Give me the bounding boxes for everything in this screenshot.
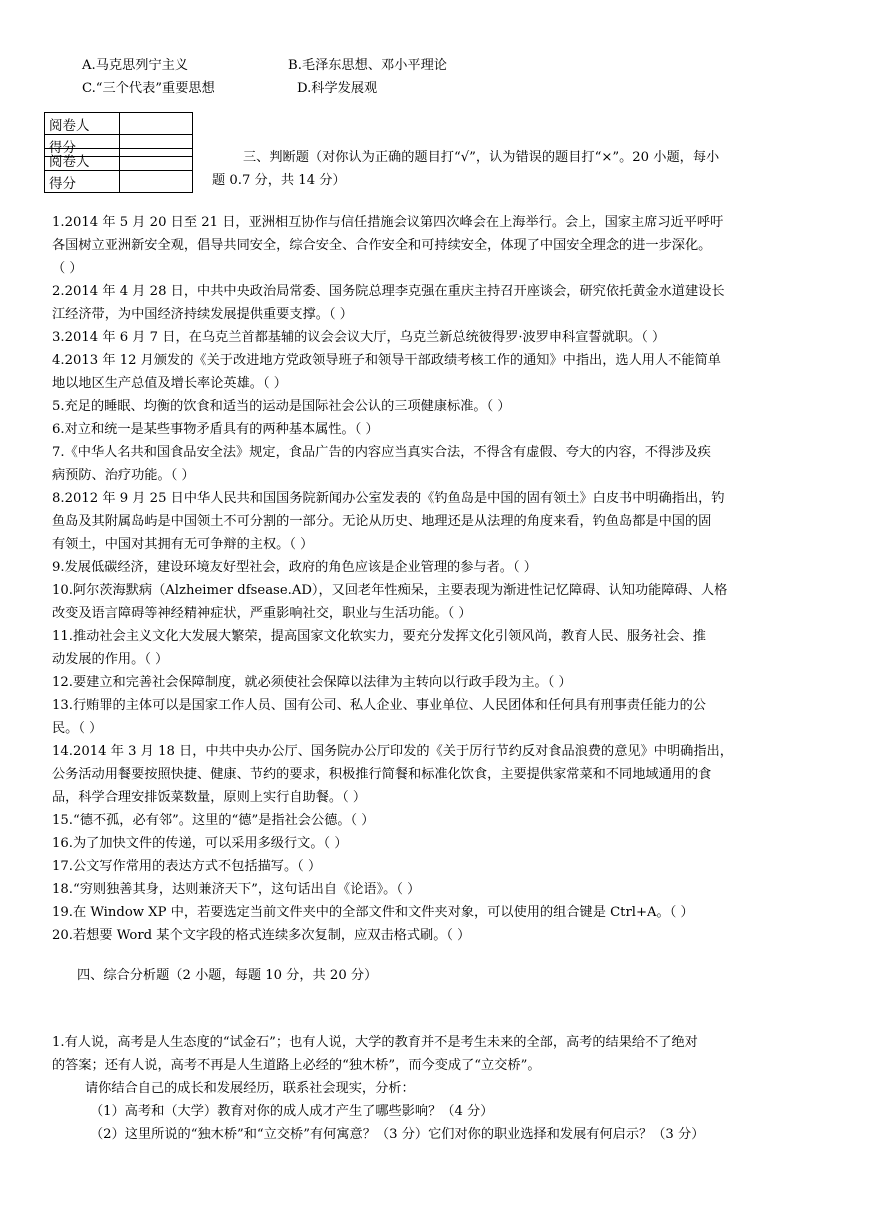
score-cell-2[interactable]	[120, 171, 193, 193]
analysis-q1-line1: 1.有人说，高考是人生态度的“试金石”；也有人说，大学的教育并不是考生未来的全部，高考的结果给不了绝对	[52, 1035, 698, 1050]
choice-d: D.科学发展观	[297, 81, 378, 96]
reviewer-cell-2[interactable]	[120, 149, 193, 171]
question-12-line1: 12.要建立和完善社会保障制度，就必须使社会保障以法律为主转向以行政手段为主。（ ）	[52, 675, 572, 690]
score-label: 得分	[45, 135, 120, 157]
question-20-line1: 20.若想要 Word 某个文字段的格式连续多次复制，应双击格式刷。（ ）	[52, 928, 471, 943]
score-label-2: 得分	[45, 171, 120, 193]
question-1-line1: 1.2014 年 5 月 20 日至 21 日，亚洲相互协作与信任措施会议第四次峰会在上海举行。会上，国家主席习近平呼吁	[52, 215, 724, 230]
question-1-line3: （ ）	[52, 261, 83, 276]
question-16-line1: 16.为了加快文件的传递，可以采用多级行文。（ ）	[52, 836, 348, 851]
question-7-line2: 病预防、治疗功能。（ ）	[52, 468, 195, 483]
question-8-line3: 有领土，中国对其拥有无可争辩的主权。（ ）	[52, 537, 314, 552]
question-19-line1: 19.在 Window XP 中，若要选定当前文件夹中的全部文件和文件夹对象，可以使用的组合键是 Ctrl+A。（ ）	[52, 905, 694, 920]
analysis-q1-prompt: 请你结合自己的成长和发展经历，联系社会现实，分析：	[85, 1081, 415, 1096]
question-9-line1: 9.发展低碳经济，建设环境友好型社会，政府的角色应该是企业管理的参与者。（ ）	[52, 560, 537, 575]
question-10-line1: 10.阿尔茨海默病（Alzheimer dfsease.AD），又回老年性痴呆，主要表现为渐进性记忆障碍、认知功能障碍、人格	[52, 583, 728, 598]
reviewer-label: 阅卷人	[45, 113, 120, 135]
question-11-line1: 11.推动社会主义文化大发展大繁荣，提高国家文化软实力，要充分发挥文化引领风尚，教育人民、服务社会、推	[52, 629, 706, 644]
reviewer-label-2: 阅卷人	[45, 149, 120, 171]
reviewer-cell[interactable]	[120, 113, 193, 135]
question-11-line2: 动发展的作用。（ ）	[52, 652, 169, 667]
question-10-line2: 改变及语言障碍等神经精神症状，严重影响社交，职业与生活功能。（ ）	[52, 606, 472, 621]
question-13-line2: 民。（ ）	[52, 721, 103, 736]
question-2-line2: 江经济带，为中国经济持续发展提供重要支撑。（ ）	[52, 307, 353, 322]
question-14-line3: 品，科学合理安排饭菜数量，原则上实行自助餐。（ ）	[52, 790, 367, 805]
question-7-line1: 7.《中华人名共和国食品安全法》规定，食品广告的内容应当真实合法，不得含有虚假、夸大的内容，不得涉及疾	[52, 445, 711, 460]
question-6-line1: 6.对立和统一是某些事物矛盾具有的两种基本属性。（ ）	[52, 422, 379, 437]
section3-heading-line2: 题 0.7 分，共 14 分）	[212, 173, 346, 188]
section4-heading: 四、综合分析题（2 小题，每题 10 分，共 20 分）	[77, 968, 378, 983]
question-14-line2: 公务活动用餐要按照快捷、健康、节约的要求，积极推行简餐和标准化饮食，主要提供家常菜和不同地域通用的食	[52, 767, 712, 782]
analysis-q1-sub1: （1）高考和（大学）教育对你的成人成才产生了哪些影响？（4 分）	[90, 1104, 494, 1119]
question-18-line1: 18.“穷则独善其身，达则兼济天下”，这句话出自《论语》。（ ）	[52, 882, 421, 897]
question-8-line2: 鱼岛及其附属岛屿是中国领土不可分割的一部分。无论从历史、地理还是从法理的角度来看，钓鱼岛都是中国的固	[52, 514, 712, 529]
question-15-line1: 15.“德不孤，必有邻”。这里的“德”是指社会公德。（ ）	[52, 813, 375, 828]
question-14-line1: 14.2014 年 3 月 18 日，中共中央办公厅、国务院办公厅印发的《关于厉行节约反对食品浪费的意见》中明确指出，	[52, 744, 733, 759]
question-4-line2: 地以地区生产总值及增长率论英雄。（ ）	[52, 376, 287, 391]
question-1-line2: 各国树立亚洲新安全观，倡导共同安全，综合安全、合作安全和可持续安全，体现了中国安全理念的进一步深化。	[52, 238, 712, 253]
question-4-line1: 4.2013 年 12 月颁发的《关于改进地方党政领导班子和领导干部政绩考核工作的通知》中指出，选人用人不能简单	[52, 353, 721, 368]
analysis-q1-sub2: （2）这里所说的“独木桥”和“立交桥”有何寓意？（3 分）它们对你的职业选择和发展有何启示？（3 分）	[90, 1127, 705, 1142]
question-5-line1: 5.充足的睡眠、均衡的饮食和适当的运动是国际社会公认的三项健康标准。（ ）	[52, 399, 511, 414]
question-3-line1: 3.2014 年 6 月 7 日，在乌克兰首都基辅的议会会议大厅，乌克兰新总统彼得罗·波罗申科宣誓就职。（ ）	[52, 330, 666, 345]
question-13-line1: 13.行贿罪的主体可以是国家工作人员、国有公司、私人企业、事业单位、人民团体和任何具有刑事责任能力的公	[52, 698, 706, 713]
question-17-line1: 17.公文写作常用的表达方式不包括描写。（ ）	[52, 859, 322, 874]
choice-b: B.毛泽东思想、邓小平理论	[288, 58, 447, 73]
question-8-line1: 8.2012 年 9 月 25 日中华人民共和国国务院新闻办公室发表的《钓鱼岛是中国的固有领土》白皮书中明确指出，钓	[52, 491, 725, 506]
score-table-2	[44, 148, 193, 193]
choice-c: C.“三个代表”重要思想	[82, 81, 215, 96]
choice-a: A.马克思列宁主义	[82, 58, 189, 73]
analysis-q1-line2: 的答案；还有人说，高考不再是人生道路上必经的“独木桥”，而今变成了“立交桥”。	[52, 1058, 541, 1073]
section3-heading-line1: 三、判断题（对你认为正确的题目打“√”，认为错误的题目打“×”。20 小题，每小	[243, 150, 720, 165]
question-2-line1: 2.2014 年 4 月 28 日，中共中央政治局常委、国务院总理李克强在重庆主持召开座谈会，研究依托黄金水道建设长	[52, 284, 725, 299]
